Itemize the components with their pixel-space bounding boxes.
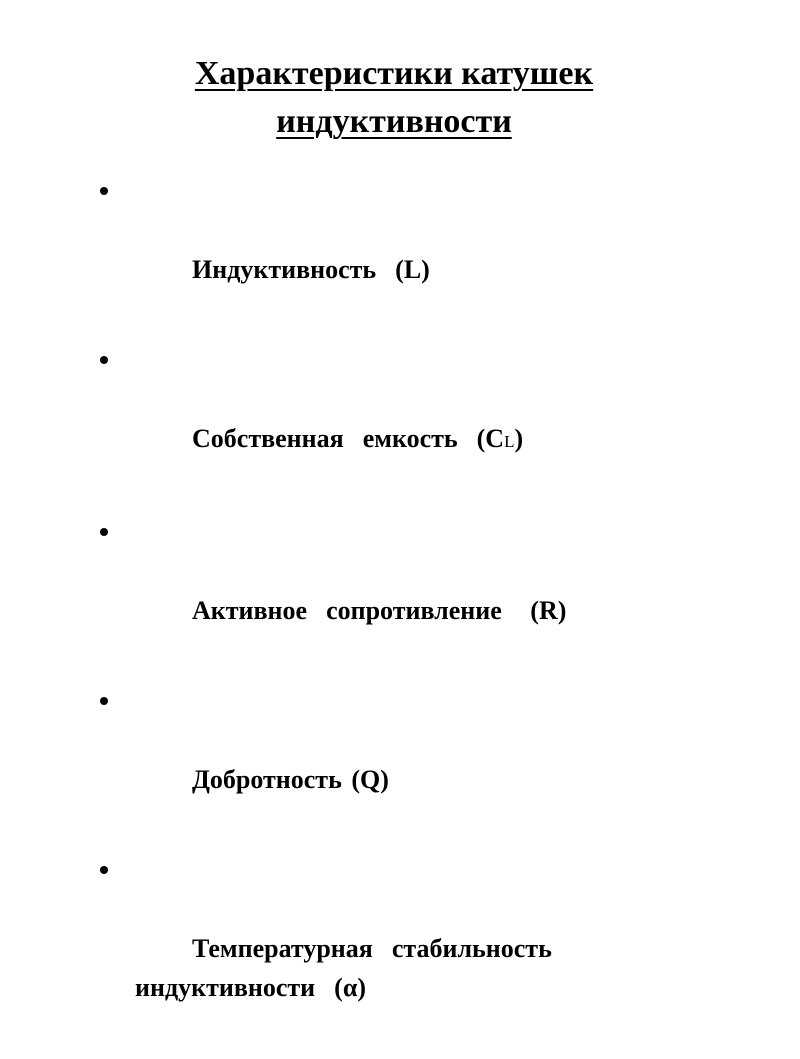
bullet-text: Индуктивность (L) [192,255,430,284]
bullet-text: Температурная стабильность индуктивности (α) [135,934,552,1002]
title-line-1: Характеристики катушек [194,55,594,92]
bullet-icon [100,697,108,705]
bullet-item-quality-factor [100,682,760,838]
subscript-l: L [504,432,515,451]
bullet-item-inductance [100,172,760,328]
bullet-text: Собственная емкость (С [192,424,505,453]
bullet-icon [100,187,108,195]
bullet-icon [100,528,108,536]
slide-title [0,50,788,146]
bullet-text: Активное сопротивление (R) [192,596,567,625]
bullet-item-temperature-stability [100,851,760,1046]
bullet-icon [100,866,108,874]
bullet-item-resistance [100,513,760,669]
bullet-text: Добротность (Q) [192,765,389,794]
bullet-text-close: ) [514,424,524,453]
bullet-icon [100,356,108,364]
title-line-2: индуктивности [276,103,512,140]
bullet-item-self-capacitance [100,341,760,500]
bullet-list [100,172,760,1059]
